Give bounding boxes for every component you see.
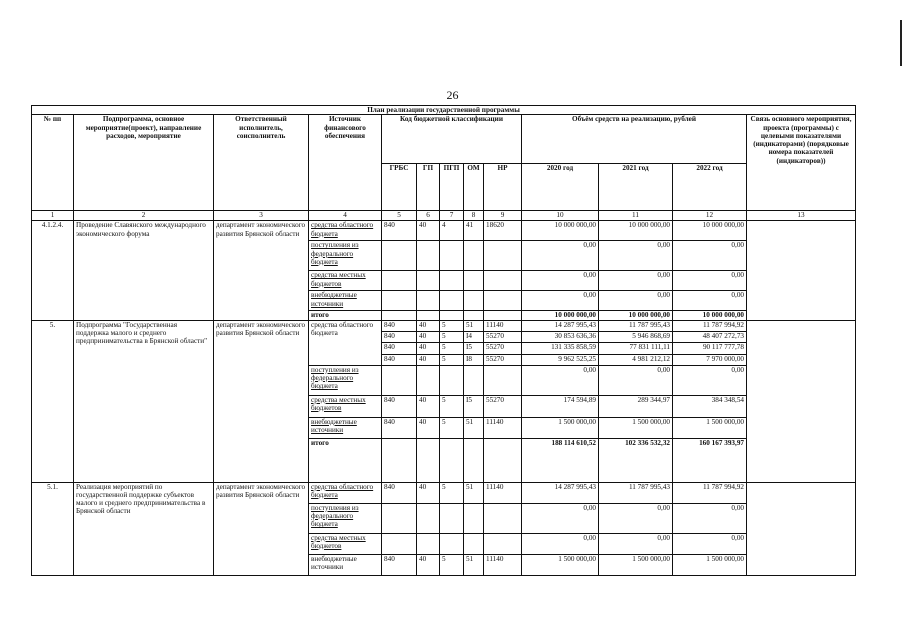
cell-gp: 40 bbox=[417, 221, 440, 241]
cell-2020: 0,00 bbox=[522, 503, 599, 533]
cell-nr: 11140 bbox=[484, 554, 522, 575]
cell-2021: 10 000 000,00 bbox=[599, 221, 673, 241]
cell-om: I5 bbox=[464, 395, 484, 417]
header-2020: 2020 год bbox=[522, 164, 599, 211]
row-source: поступления из федерального бюджета bbox=[309, 365, 382, 395]
cell-2021: 0,00 bbox=[599, 365, 673, 395]
header-num: № пп bbox=[32, 115, 74, 211]
row-name: Подпрограмма "Государственная поддержка малого и среднего предпринимательства в Брянской области" bbox=[74, 320, 214, 482]
row-responsible: департамент экономического развития Брянской области bbox=[214, 221, 309, 320]
cell-2021: 0,00 bbox=[599, 503, 673, 533]
cell-2020: 0,00 bbox=[522, 271, 599, 291]
cell-grbs: 840 bbox=[382, 342, 417, 354]
row-source: средства областного бюджета bbox=[309, 320, 382, 365]
header-name: Подпрограмма, основное мероприятие(проект), направление расходов, мероприятие bbox=[74, 115, 214, 211]
header-amount: Объём средств на реализацию, рублей bbox=[522, 115, 747, 164]
cell-pgp: 5 bbox=[440, 342, 464, 354]
col-number: 6 bbox=[417, 211, 440, 221]
cell-pgp: 5 bbox=[440, 354, 464, 365]
row-responsible: департамент экономического развития Брянской области bbox=[214, 320, 309, 482]
cell-2020: 0,00 bbox=[522, 241, 599, 271]
cell-nr: 11140 bbox=[484, 320, 522, 331]
col-number: 1 bbox=[32, 211, 74, 221]
cell-gp: 40 bbox=[417, 417, 440, 438]
row-source: итого bbox=[309, 311, 382, 320]
cell-2020: 9 962 525,25 bbox=[522, 354, 599, 365]
cell-2020: 10 000 000,00 bbox=[522, 221, 599, 241]
cell-2021: 0,00 bbox=[599, 271, 673, 291]
cell-2022: 48 407 272,73 bbox=[673, 331, 747, 342]
header-2022: 2022 год bbox=[673, 164, 747, 211]
cell-2020: 188 114 610,52 bbox=[522, 438, 599, 482]
cell-2020: 30 853 636,36 bbox=[522, 331, 599, 342]
cell-2021: 11 787 995,43 bbox=[599, 482, 673, 503]
cell-2021: 0,00 bbox=[599, 241, 673, 271]
cell-grbs: 840 bbox=[382, 354, 417, 365]
col-number: 4 bbox=[309, 211, 382, 221]
cell-grbs: 840 bbox=[382, 395, 417, 417]
table-row bbox=[32, 482, 856, 503]
cell-om: I5 bbox=[464, 342, 484, 354]
cell-nr: 18620 bbox=[484, 221, 522, 241]
col-number: 5 bbox=[382, 211, 417, 221]
cell-2022: 0,00 bbox=[673, 241, 747, 271]
cell-2022: 0,00 bbox=[673, 271, 747, 291]
row-source: средства местных бюджетов bbox=[309, 395, 382, 417]
header-source: Источник финансового обеспечения bbox=[309, 115, 382, 211]
cell-2022: 90 117 777,78 bbox=[673, 342, 747, 354]
cell-nr: 55270 bbox=[484, 342, 522, 354]
cell-grbs: 840 bbox=[382, 221, 417, 241]
cell-2022: 160 167 393,97 bbox=[673, 438, 747, 482]
cell-grbs: 840 bbox=[382, 554, 417, 575]
edge-mark bbox=[900, 20, 902, 66]
header-nr: НР bbox=[484, 164, 522, 211]
cell-2020: 14 287 995,43 bbox=[522, 320, 599, 331]
cell-2020: 174 594,89 bbox=[522, 395, 599, 417]
cell-2022: 11 787 994,92 bbox=[673, 320, 747, 331]
col-number: 2 bbox=[74, 211, 214, 221]
row-num: 5.1. bbox=[32, 482, 74, 575]
header-responsible: Ответственный исполнитель, соисполнитель bbox=[214, 115, 309, 211]
cell-nr: 55270 bbox=[484, 331, 522, 342]
row-name: Реализация мероприятий по государственной поддержке субъектов малого и среднего предпринимательства в Брянской области bbox=[74, 482, 214, 575]
cell-2021: 5 946 868,69 bbox=[599, 331, 673, 342]
row-num: 4.1.2.4. bbox=[32, 221, 74, 320]
cell-gp: 40 bbox=[417, 354, 440, 365]
row-name: Проведение Славянского международного экономического форума bbox=[74, 221, 214, 320]
cell-2022: 384 348,54 bbox=[673, 395, 747, 417]
cell-2021: 4 981 212,12 bbox=[599, 354, 673, 365]
cell-2021: 0,00 bbox=[599, 533, 673, 554]
cell-2021: 1 500 000,00 bbox=[599, 554, 673, 575]
cell-2020: 0,00 bbox=[522, 533, 599, 554]
table-row bbox=[32, 320, 856, 331]
cell-2022: 7 970 000,00 bbox=[673, 354, 747, 365]
cell-om: 51 bbox=[464, 554, 484, 575]
header-pgp: ПГП bbox=[440, 164, 464, 211]
cell-pgp: 5 bbox=[440, 482, 464, 503]
cell-gp: 40 bbox=[417, 320, 440, 331]
cell-gp: 40 bbox=[417, 482, 440, 503]
col-number: 9 bbox=[484, 211, 522, 221]
row-source: средства областного бюджета bbox=[309, 482, 382, 503]
header-grbs: ГРБС bbox=[382, 164, 417, 211]
cell-2020: 10 000 000,00 bbox=[522, 311, 599, 320]
cell-pgp: 5 bbox=[440, 395, 464, 417]
col-number: 7 bbox=[440, 211, 464, 221]
cell-gp: 40 bbox=[417, 331, 440, 342]
cell-2021: 10 000 000,00 bbox=[599, 311, 673, 320]
cell-nr: 11140 bbox=[484, 417, 522, 438]
cell-grbs: 840 bbox=[382, 320, 417, 331]
table-row bbox=[32, 221, 856, 241]
header-gp: ГП bbox=[417, 164, 440, 211]
cell-link bbox=[747, 221, 856, 320]
row-source: средства местных бюджетов bbox=[309, 533, 382, 554]
cell-nr: 11140 bbox=[484, 482, 522, 503]
cell-2020: 1 500 000,00 bbox=[522, 417, 599, 438]
col-number: 11 bbox=[599, 211, 673, 221]
cell-2021: 289 344,97 bbox=[599, 395, 673, 417]
cell-gp: 40 bbox=[417, 342, 440, 354]
col-number: 12 bbox=[673, 211, 747, 221]
cell-om: 51 bbox=[464, 417, 484, 438]
cell-2020: 131 335 858,59 bbox=[522, 342, 599, 354]
cell-2022: 0,00 bbox=[673, 533, 747, 554]
header-2021: 2021 год bbox=[599, 164, 673, 211]
cell-2022: 11 787 994,92 bbox=[673, 482, 747, 503]
cell-2021: 1 500 000,00 bbox=[599, 417, 673, 438]
cell-2022: 0,00 bbox=[673, 365, 747, 395]
cell-2022: 0,00 bbox=[673, 291, 747, 311]
row-source: средства местных бюджетов bbox=[309, 271, 382, 291]
cell-2020: 1 500 000,00 bbox=[522, 554, 599, 575]
cell-nr: 55270 bbox=[484, 395, 522, 417]
cell-2022: 10 000 000,00 bbox=[673, 221, 747, 241]
row-source: поступления из федерального бюджета bbox=[309, 503, 382, 533]
header-kbk: Код бюджетной классификации bbox=[382, 115, 522, 164]
cell-2022: 0,00 bbox=[673, 503, 747, 533]
cell-pgp: 5 bbox=[440, 331, 464, 342]
cell-2022: 10 000 000,00 bbox=[673, 311, 747, 320]
cell-2020: 14 287 995,43 bbox=[522, 482, 599, 503]
cell-grbs: 840 bbox=[382, 331, 417, 342]
col-number: 3 bbox=[214, 211, 309, 221]
row-num: 5. bbox=[32, 320, 74, 482]
cell-om: 51 bbox=[464, 482, 484, 503]
cell-2021: 102 336 532,32 bbox=[599, 438, 673, 482]
cell-gp: 40 bbox=[417, 554, 440, 575]
cell-link bbox=[747, 482, 856, 575]
cell-om: 41 bbox=[464, 221, 484, 241]
row-source: внебюджетные источники bbox=[309, 291, 382, 311]
cell-2020: 0,00 bbox=[522, 291, 599, 311]
cell-grbs: 840 bbox=[382, 417, 417, 438]
cell-pgp: 5 bbox=[440, 554, 464, 575]
cell-pgp: 4 bbox=[440, 221, 464, 241]
row-source: средства областного бюджета bbox=[309, 221, 382, 241]
header-link: Связь основного мероприятия, проекта (программы) с целевыми показателями (индикаторами) (порядковые номера показателей (индикаторов)) bbox=[747, 115, 856, 211]
cell-pgp: 5 bbox=[440, 417, 464, 438]
cell-2022: 1 500 000,00 bbox=[673, 554, 747, 575]
col-number: 10 bbox=[522, 211, 599, 221]
cell-2022: 1 500 000,00 bbox=[673, 417, 747, 438]
cell-2020: 0,00 bbox=[522, 365, 599, 395]
col-number: 8 bbox=[464, 211, 484, 221]
cell-grbs: 840 bbox=[382, 482, 417, 503]
col-number: 13 bbox=[747, 211, 856, 221]
program-plan-table-wrap bbox=[31, 105, 856, 576]
cell-2021: 11 787 995,43 bbox=[599, 320, 673, 331]
row-responsible: департамент экономического развития Брянской области bbox=[214, 482, 309, 575]
cell-2021: 0,00 bbox=[599, 291, 673, 311]
row-source: внебюджетные источники bbox=[309, 417, 382, 438]
cell-pgp: 5 bbox=[440, 320, 464, 331]
table-title: План реализации государственной программы bbox=[32, 106, 856, 115]
cell-om: 51 bbox=[464, 320, 484, 331]
cell-om: I8 bbox=[464, 354, 484, 365]
cell-2021: 77 831 111,11 bbox=[599, 342, 673, 354]
program-plan-table bbox=[31, 105, 856, 576]
row-source: внебюджетные источники bbox=[309, 554, 382, 575]
cell-gp: 40 bbox=[417, 395, 440, 417]
cell-nr: 55270 bbox=[484, 354, 522, 365]
header-om: ОМ bbox=[464, 164, 484, 211]
row-source: итого bbox=[309, 438, 382, 482]
cell-link bbox=[747, 320, 856, 482]
row-source: поступления из федерального бюджета bbox=[309, 241, 382, 271]
page-number: 26 bbox=[446, 88, 459, 102]
cell-om: I4 bbox=[464, 331, 484, 342]
